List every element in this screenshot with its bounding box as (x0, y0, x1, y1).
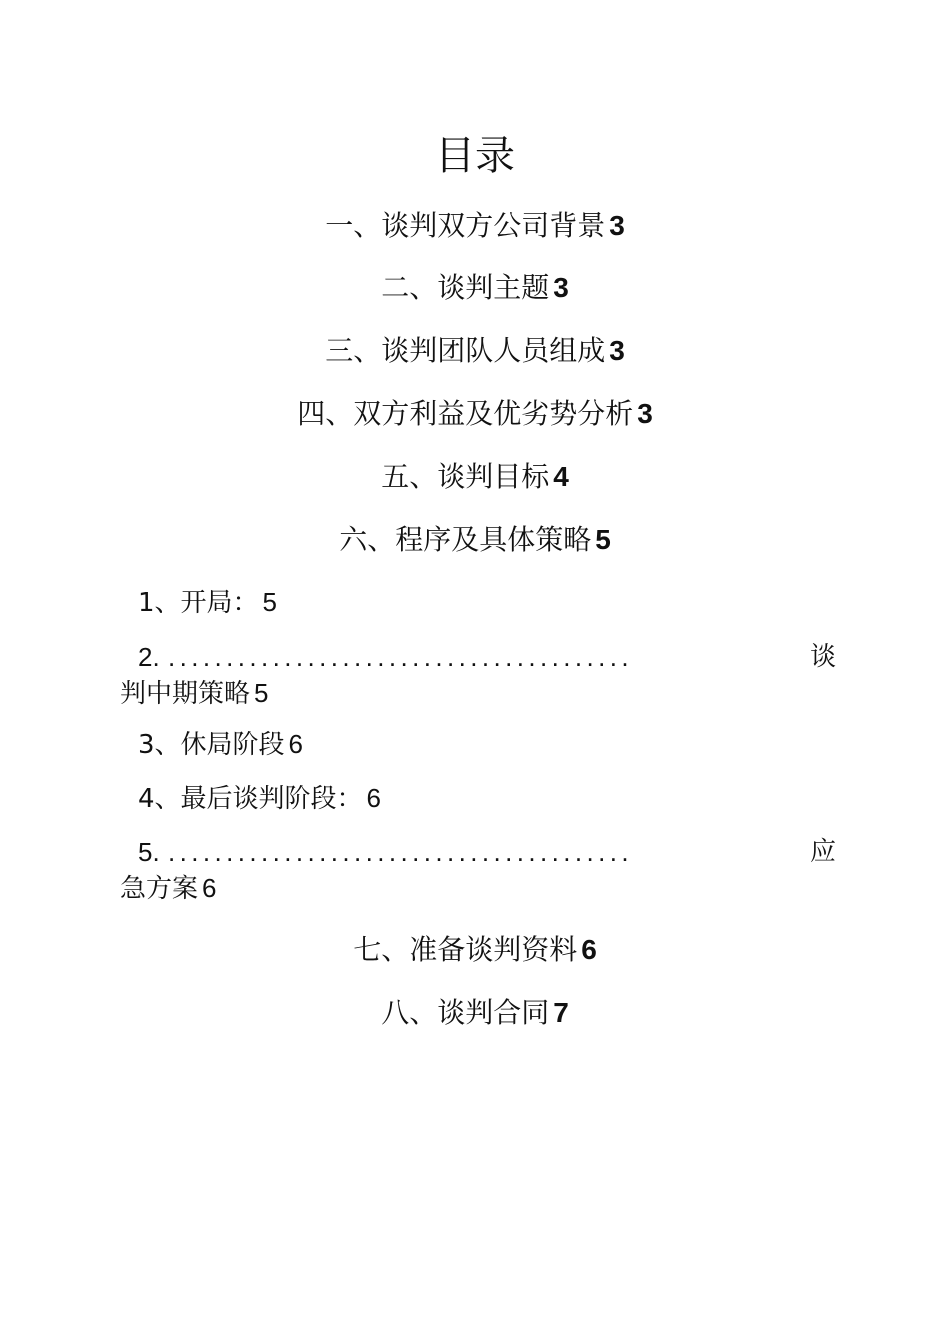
toc-entry-label: 五、谈判目标 (381, 460, 550, 493)
toc-entry-label: 3、休局阶段 (138, 730, 285, 760)
toc-entry[interactable] (0, 268, 950, 308)
toc-entry-label: 八、谈判合同 (381, 996, 550, 1029)
toc-entry-page: 6 (366, 783, 382, 813)
toc-entry-page: 5 (262, 587, 278, 617)
toc-entry-label-start: 谈 (809, 642, 836, 672)
toc-sub-entry[interactable] (120, 834, 836, 906)
toc-entry-page: 4 (553, 461, 569, 492)
toc-entry-label: 三、谈判团队人员组成 (325, 334, 606, 367)
toc-entry-page: 6 (581, 934, 597, 965)
toc-sub-entry[interactable] (120, 639, 836, 711)
toc-sub-entry[interactable] (138, 584, 277, 621)
toc-title: 目录 (435, 133, 515, 179)
toc-entry-page: 6 (202, 873, 217, 903)
toc-dot-leader: ........................................ (168, 642, 633, 672)
toc-entry-line (120, 675, 836, 711)
toc-sub-entry[interactable] (138, 726, 303, 763)
toc-entry-label: 二、谈判主题 (381, 271, 550, 304)
toc-dot-leader: ........................................ (168, 837, 633, 867)
toc-entry-line (120, 870, 836, 906)
toc-sub-entry[interactable] (138, 780, 381, 817)
toc-entry-number: 5. (138, 837, 160, 867)
toc-entry-page: 7 (553, 997, 569, 1028)
toc-entry[interactable] (0, 394, 950, 434)
toc-entry-label: 四、双方利益及优劣势分析 (297, 397, 634, 430)
toc-entry[interactable] (0, 457, 950, 497)
toc-entry-page: 3 (609, 335, 625, 366)
toc-entry[interactable] (0, 206, 950, 246)
toc-entry-page: 3 (637, 398, 653, 429)
toc-entry-label-start: 应 (809, 837, 836, 867)
toc-entry-line (120, 639, 836, 675)
toc-entry[interactable] (0, 520, 950, 560)
toc-entry-page: 5 (254, 678, 269, 708)
toc-entry-line (120, 834, 836, 870)
toc-entry-page: 5 (595, 524, 611, 555)
toc-entry[interactable] (0, 331, 950, 371)
toc-entry-label: 判中期策略 (120, 679, 251, 709)
toc-entry-label: 六、程序及具体策略 (339, 523, 592, 556)
toc-entry-page: 3 (609, 210, 625, 241)
toc-entry-label: 急方案 (120, 874, 199, 904)
toc-entry-page: 3 (553, 272, 569, 303)
toc-entry-page: 6 (288, 729, 304, 759)
toc-entry-label: 一、谈判双方公司背景 (325, 209, 606, 242)
toc-entry-label: 七、准备谈判资料 (353, 933, 578, 966)
toc-entry[interactable] (0, 993, 950, 1033)
toc-entry[interactable] (0, 930, 950, 970)
toc-entry-label: 1、开局： (138, 588, 259, 618)
toc-entry-label: 4、最后谈判阶段： (138, 784, 363, 814)
toc-entry-number: 2. (138, 642, 160, 672)
